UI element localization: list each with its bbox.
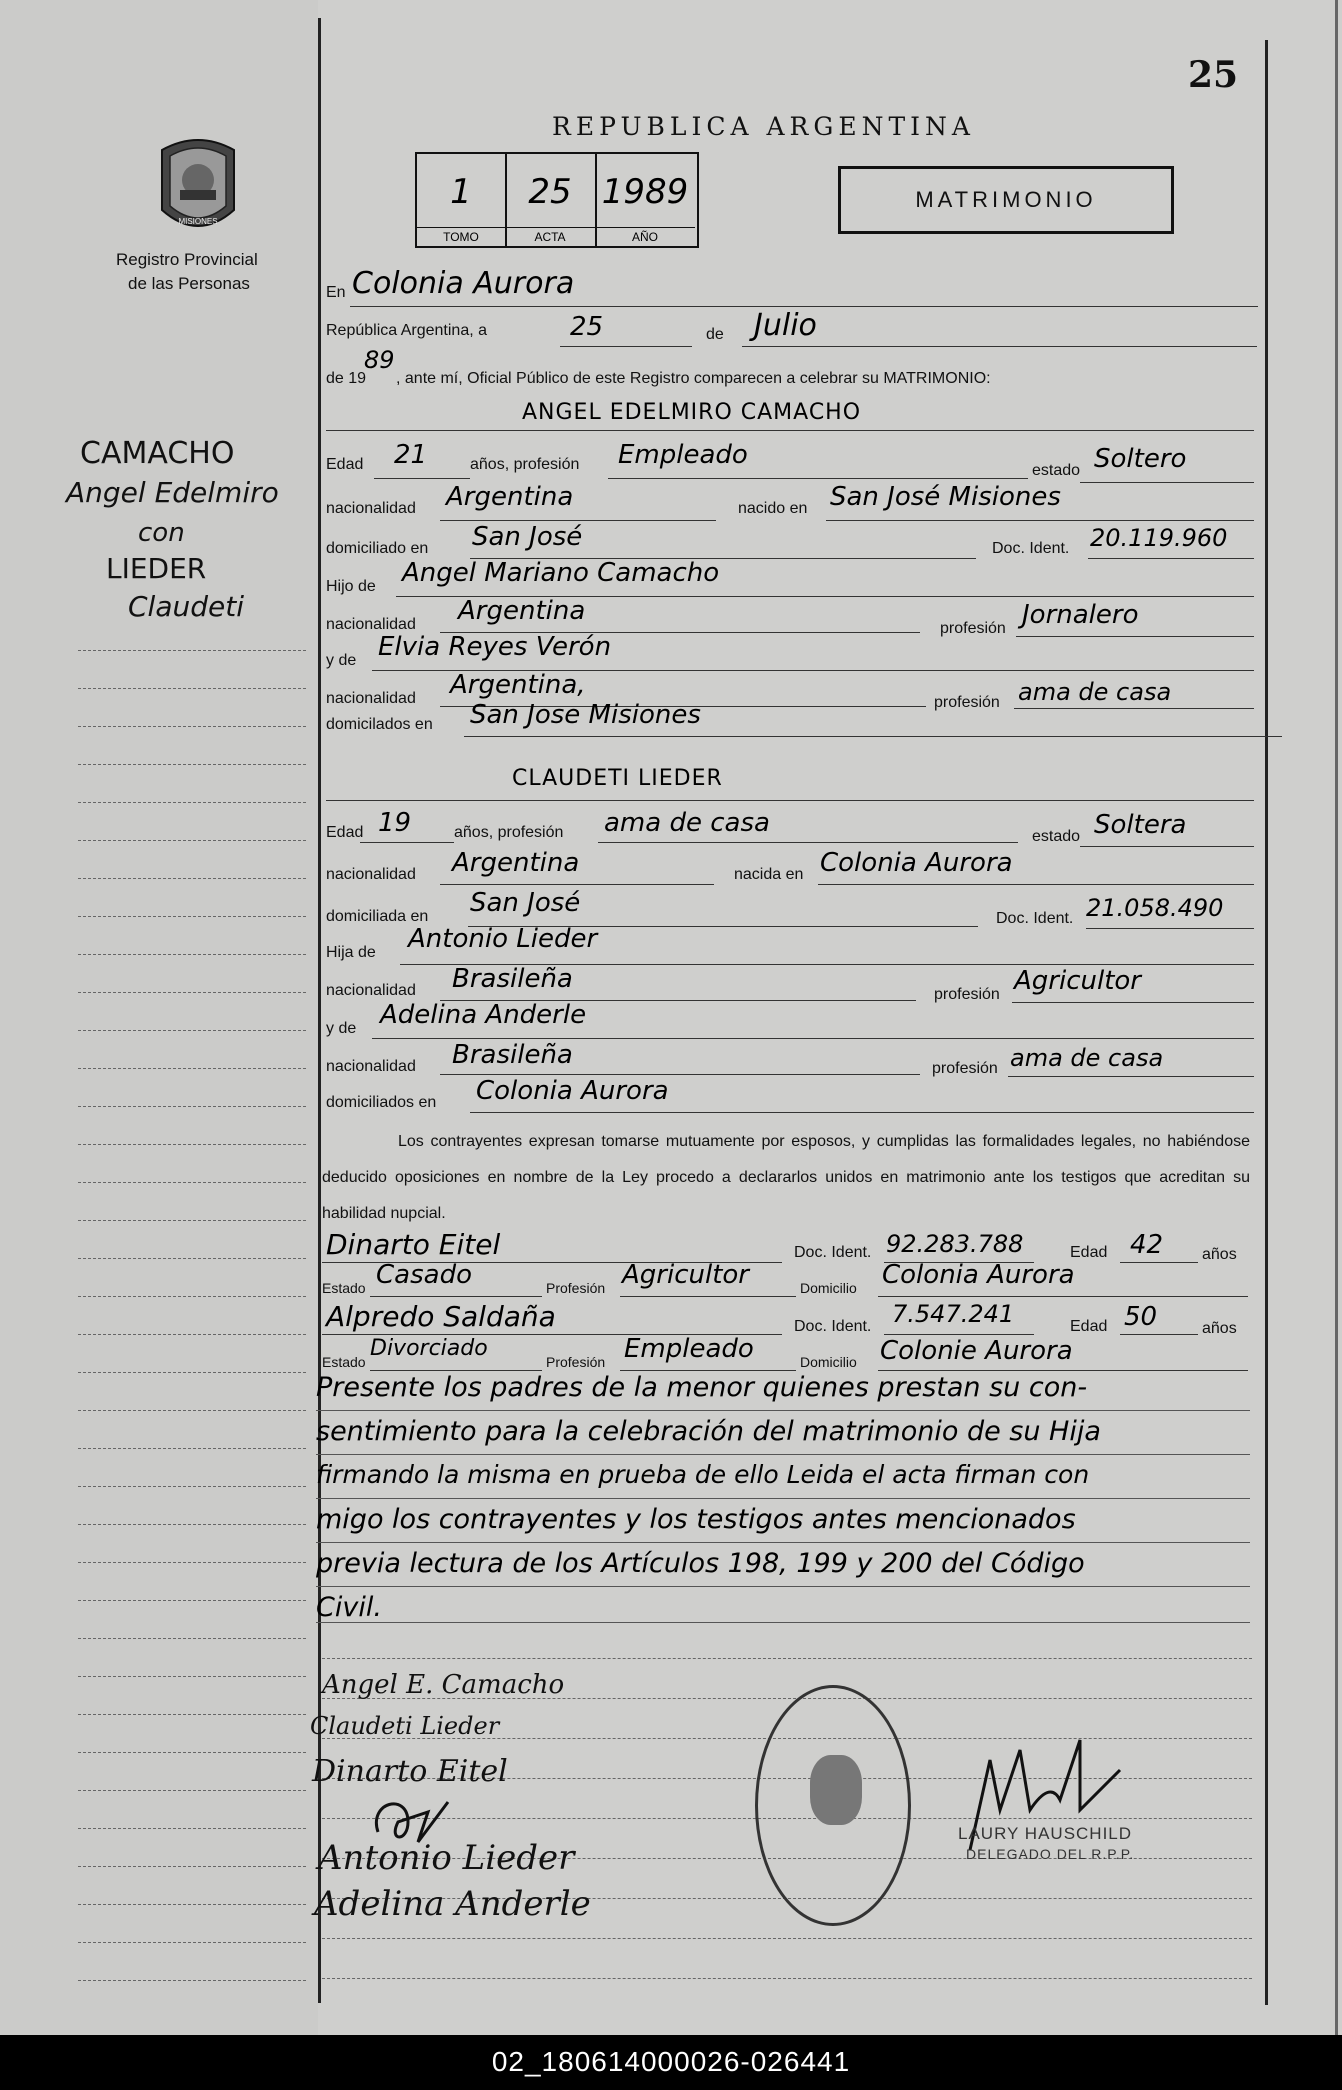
witness1-estado: Casado — [376, 1260, 472, 1290]
bride-nacida-label: nacida en — [734, 866, 804, 883]
bride-father-prof-label: profesión — [934, 986, 1000, 1003]
signature-rule — [322, 1658, 1252, 1659]
margin-rule — [78, 1106, 306, 1107]
margin-rule — [78, 1638, 306, 1639]
witness1-name: Dinarto Eitel — [326, 1228, 501, 1261]
witness2-anos-label: años — [1202, 1320, 1237, 1337]
note-line-5: previa lectura de los Artículos 198, 199 y 200 del Código — [316, 1548, 1085, 1579]
bride-mother-nat: Brasileña — [452, 1040, 573, 1070]
republica-label: República Argentina, a — [326, 322, 487, 339]
witness2-dom-label: Domicilio — [800, 1354, 857, 1370]
margin-rule — [78, 1448, 306, 1449]
groom-father-nat: Argentina — [458, 596, 586, 626]
signature-witness1: Dinarto Eitel — [312, 1754, 508, 1789]
bride-father-prof: Agricultor — [1014, 966, 1141, 996]
bride-estado: Soltera — [1094, 810, 1187, 840]
bride-doc: 21.058.490 — [1086, 894, 1224, 922]
margin-rule — [78, 1904, 306, 1905]
tomo-acta-ano-box — [415, 152, 699, 248]
groom-nationality: Argentina — [446, 482, 574, 512]
witness1-estado-label: Estado — [322, 1280, 366, 1296]
groom-name: ANGEL EDELMIRO CAMACHO — [522, 400, 862, 425]
groom-father-nac-label: nacionalidad — [326, 616, 416, 633]
signature-rule — [322, 1938, 1252, 1939]
year-prefix: de 19 — [326, 370, 367, 387]
signature-bride-mother: Adelina Anderle — [314, 1884, 591, 1924]
declaration-text: Los contrayentes expresan tomarse mutuamente por esposos, y cumplidas las formalidades legales, no habiéndose deducido oposiciones en nombre de la Ley procedo a declararlos unidos en matrimonio ante los testigos que acreditan su habilidad nupcial. — [322, 1133, 1250, 1222]
groom-hijo-label: Hijo de — [326, 578, 376, 595]
margin-rule — [78, 1296, 306, 1297]
witness1-dom-label: Domicilio — [800, 1280, 857, 1296]
tomo-value: 1 — [450, 172, 472, 212]
bride-name: CLAUDETI LIEDER — [512, 766, 723, 791]
signature-groom: Angel E. Camacho — [322, 1670, 565, 1700]
bride-dom-label: domiciliada en — [326, 908, 429, 925]
bride-mother-nac-label: nacionalidad — [326, 1058, 416, 1075]
page-number: 25 — [1188, 54, 1239, 96]
margin-rule — [78, 1144, 306, 1145]
page-edge — [1335, 0, 1338, 2035]
margin-rule — [78, 840, 306, 841]
bride-mother-prof-label: profesión — [932, 1060, 998, 1077]
witness2-estado: Divorciado — [370, 1336, 488, 1361]
margin-bride-surname: LIEDER — [106, 552, 207, 585]
margin-rule — [78, 992, 306, 993]
witness2-doc: 7.547.241 — [892, 1300, 1015, 1328]
margin-rule — [78, 1372, 306, 1373]
margin-rule — [78, 1068, 306, 1069]
groom-doc: 20.119.960 — [1090, 524, 1228, 552]
bride-father: Antonio Lieder — [408, 924, 598, 954]
groom-dom-label: domiciliado en — [326, 540, 429, 557]
margin-rule — [78, 726, 306, 727]
witness2-doc-label: Doc. Ident. — [794, 1318, 872, 1335]
witness2-prof-label: Profesión — [546, 1354, 606, 1370]
seal-label: MISIONES — [178, 217, 218, 226]
witness2-name: Alpredo Saldaña — [326, 1300, 556, 1333]
witness2-edad-label: Edad — [1070, 1318, 1108, 1335]
groom-mother-prof-label: profesión — [934, 694, 1000, 711]
marriage-day: 25 — [570, 312, 604, 342]
witness2-estado-label: Estado — [322, 1354, 366, 1370]
margin-rule — [78, 954, 306, 955]
witness1-age: 42 — [1130, 1230, 1164, 1260]
registry-line2: de las Personas — [128, 274, 250, 293]
margin-bride-name: Claudeti — [128, 590, 244, 623]
bride-parents-dom-label: domiciliados en — [326, 1094, 437, 1111]
margin-rule — [78, 878, 306, 879]
groom-mother: Elvia Reyes Verón — [378, 632, 612, 662]
registry-line1: Registro Provincial — [116, 250, 258, 269]
bride-anos-label: años, profesión — [454, 824, 564, 841]
bride-profession: ama de casa — [604, 808, 770, 838]
officer-name: LAURY HAUSCHILD — [958, 1824, 1133, 1843]
ano-label: AÑO — [595, 227, 695, 244]
bride-father-nac-label: nacionalidad — [326, 982, 416, 999]
bride-doc-label: Doc. Ident. — [996, 910, 1074, 927]
margin-rule — [78, 916, 306, 917]
margin-rule — [78, 1258, 306, 1259]
de-label: de — [706, 326, 724, 343]
margin-given-names: Angel Edelmiro — [66, 476, 279, 509]
margin-rule — [78, 1030, 306, 1031]
groom-parents-dom-label: domicilados en — [326, 716, 433, 733]
bride-parents-dom: Colonia Aurora — [476, 1076, 669, 1106]
groom-mother-nat: Argentina, — [450, 670, 586, 700]
officer-title: DELEGADO DEL R.P.P. — [966, 1846, 1135, 1862]
margin-rule — [78, 1714, 306, 1715]
groom-edad-label: Edad — [326, 456, 364, 473]
margin-rule — [78, 1410, 306, 1411]
groom-father-prof: Jornalero — [1022, 600, 1139, 630]
note-line-1: Presente los padres de la menor quienes prestan su con- — [316, 1372, 1088, 1403]
margin-rule — [78, 1600, 306, 1601]
bride-yde-label: y de — [326, 1020, 357, 1037]
signature-bride: Claudeti Lieder — [310, 1712, 500, 1740]
bride-mother-prof: ama de casa — [1010, 1044, 1164, 1072]
margin-rule — [78, 764, 306, 765]
groom-domicile: San José — [472, 522, 583, 552]
margin-rule — [78, 1220, 306, 1221]
margin-rule — [78, 1562, 306, 1563]
bride-estado-label: estado — [1032, 828, 1081, 845]
bride-domicile: San José — [470, 888, 581, 918]
bride-nac-label: nacionalidad — [326, 866, 416, 883]
witness1-doc: 92.283.788 — [886, 1230, 1024, 1258]
margin-con: con — [138, 518, 185, 548]
signature-rule — [322, 1978, 1252, 1979]
witness2-age: 50 — [1124, 1302, 1158, 1332]
groom-anos-label: años, profesión — [470, 456, 580, 473]
margin-rule — [78, 1980, 306, 1981]
bride-father-nat: Brasileña — [452, 964, 573, 994]
margin-rule — [78, 1486, 306, 1487]
witness1-profession: Agricultor — [622, 1260, 749, 1290]
groom-mother-nac-label: nacionalidad — [326, 690, 416, 707]
margin-rule — [78, 1334, 306, 1335]
provincial-seal-icon — [152, 130, 244, 242]
year-suffix: 89 — [364, 346, 395, 374]
witness2-domicile: Colonie Aurora — [880, 1336, 1073, 1366]
margin-rule — [78, 650, 306, 651]
margin-surname: CAMACHO — [80, 436, 235, 471]
margin-rule — [78, 1866, 306, 1867]
witness1-anos-label: años — [1202, 1246, 1237, 1263]
groom-birthplace: San José Misiones — [830, 482, 1061, 512]
groom-estado: Soltero — [1094, 444, 1187, 474]
groom-doc-label: Doc. Ident. — [992, 540, 1070, 557]
margin-rule — [78, 1676, 306, 1677]
margin-rule — [78, 1752, 306, 1753]
groom-age: 21 — [394, 440, 428, 470]
witness1-domicile: Colonia Aurora — [882, 1260, 1075, 1290]
groom-parents-dom: San Jose Misiones — [470, 700, 701, 730]
stamp-emblem-icon — [810, 1755, 862, 1825]
ano-value: 1989 — [601, 172, 689, 212]
groom-mother-prof: ama de casa — [1018, 678, 1172, 706]
note-line-2: sentimiento para la celebración del matrimonio de su Hija — [316, 1416, 1101, 1447]
margin-rule — [78, 688, 306, 689]
margin-rule — [78, 1182, 306, 1183]
en-label: En — [326, 284, 346, 301]
margin-border — [318, 18, 321, 2003]
bride-hija-label: Hija de — [326, 944, 376, 961]
republic-title: REPUBLICA ARGENTINA — [552, 112, 975, 141]
groom-nacido-label: nacido en — [738, 500, 808, 517]
footer-image-id: 02_180614000026-026441 — [491, 2046, 851, 2077]
doc-type-box: MATRIMONIO — [838, 166, 1174, 234]
groom-father: Angel Mariano Camacho — [402, 558, 720, 588]
marriage-month: Julio — [754, 308, 817, 343]
witness2-profession: Empleado — [624, 1334, 754, 1364]
note-line-6: Civil. — [316, 1592, 382, 1623]
margin-column — [0, 0, 318, 2035]
groom-father-prof-label: profesión — [940, 620, 1006, 637]
witness1-doc-label: Doc. Ident. — [794, 1244, 872, 1261]
groom-nac-label: nacionalidad — [326, 500, 416, 517]
witness1-edad-label: Edad — [1070, 1244, 1108, 1261]
intro-sentence: , ante mí, Oficial Público de este Registro comparecen a celebrar su MATRIMONIO: — [396, 370, 991, 387]
note-line-4: migo los contrayentes y los testigos antes mencionados — [316, 1504, 1076, 1535]
bride-birthplace: Colonia Aurora — [820, 848, 1013, 878]
note-line-3: firmando la misma en prueba de ello Leida el acta firman con — [316, 1460, 1090, 1489]
margin-rule — [78, 1790, 306, 1791]
margin-rule — [78, 1828, 306, 1829]
margin-rule — [78, 802, 306, 803]
acta-label: ACTA — [505, 227, 595, 244]
groom-yde-label: y de — [326, 652, 357, 669]
signature-bride-father: Antonio Lieder — [318, 1838, 575, 1878]
groom-estado-label: estado — [1032, 462, 1081, 479]
margin-rule — [78, 1524, 306, 1525]
tomo-label: TOMO — [417, 227, 505, 244]
acta-value: 25 — [528, 172, 572, 212]
bride-nationality: Argentina — [452, 848, 580, 878]
margin-rule — [78, 1942, 306, 1943]
right-border — [1265, 40, 1268, 2005]
marriage-place: Colonia Aurora — [352, 266, 575, 301]
bride-edad-label: Edad — [326, 824, 364, 841]
groom-profession: Empleado — [618, 440, 748, 470]
bride-mother: Adelina Anderle — [380, 1000, 587, 1030]
witness1-prof-label: Profesión — [546, 1280, 606, 1296]
bride-age: 19 — [378, 808, 412, 838]
